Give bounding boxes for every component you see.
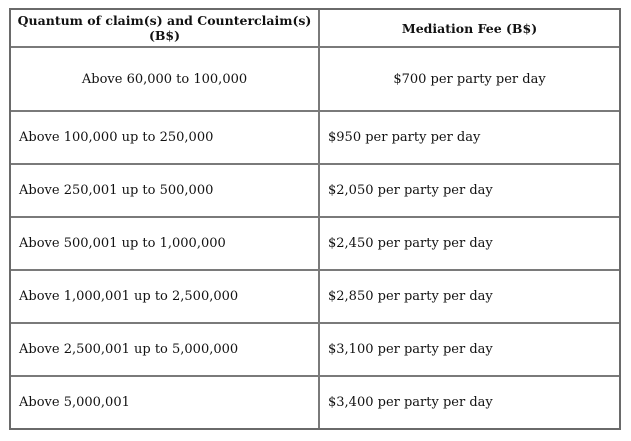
table-row (11, 110, 619, 163)
table-row (11, 163, 619, 216)
quantum-cell: Above 60,000 to 100,000 (11, 48, 320, 110)
quantum-cell: Above 5,000,001 (11, 377, 320, 428)
quantum-cell: Above 2,500,001 up to 5,000,000 (11, 324, 320, 375)
table-header-row (11, 10, 619, 46)
table-row (11, 375, 619, 428)
fee-cell: $950 per party per day (328, 130, 481, 145)
fee-cell: $700 per party per day (393, 71, 546, 87)
header-quantum: Quantum of claim(s) and Counterclaim(s) (B$) (11, 10, 320, 46)
quantum-cell: Above 100,000 up to 250,000 (11, 112, 320, 163)
quantum-cell: Above 1,000,001 up to 2,500,000 (11, 271, 320, 322)
fee-cell: $2,450 per party per day (328, 236, 493, 251)
table-row (11, 216, 619, 269)
fee-table (9, 8, 621, 430)
fee-cell: $2,850 per party per day (328, 289, 493, 304)
header-mediation-fee: Mediation Fee (B$) (401, 20, 538, 36)
fee-cell: $3,100 per party per day (328, 342, 493, 357)
table-row (11, 322, 619, 375)
table-row (11, 269, 619, 322)
quantum-cell: Above 500,001 up to 1,000,000 (11, 218, 320, 269)
fee-cell: $2,050 per party per day (328, 183, 493, 198)
table-row (11, 46, 619, 110)
fee-cell: $3,400 per party per day (328, 395, 493, 410)
quantum-cell: Above 250,001 up to 500,000 (11, 165, 320, 216)
